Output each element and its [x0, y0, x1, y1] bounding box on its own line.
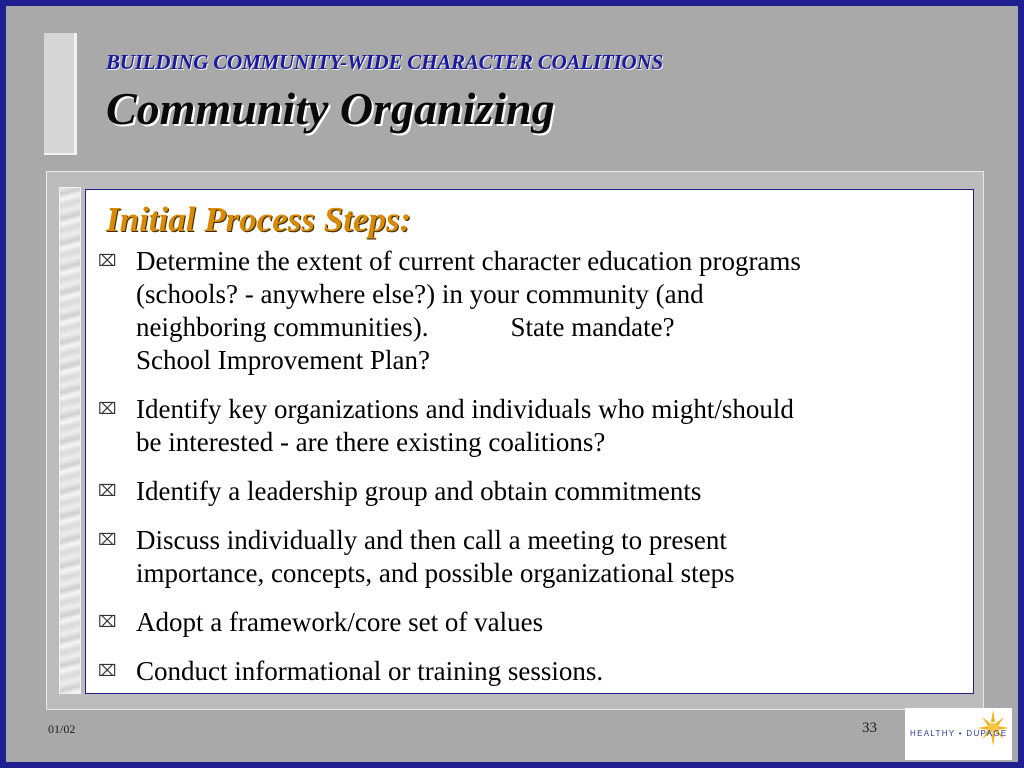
- bullet-item: [98, 524, 958, 590]
- marble-accent-bar: [59, 187, 81, 694]
- bullet-text: Discuss individually and then call a meeting to present: [136, 525, 727, 555]
- bullet-text: Conduct informational or training sessions.: [136, 656, 604, 686]
- bullet-list: [98, 245, 958, 688]
- bullet-text: Adopt a framework/core set of values: [136, 607, 544, 637]
- bullet-text: (schools? - anywhere else?) in your community (and: [136, 279, 704, 309]
- box-x-icon: ⌧: [98, 663, 117, 680]
- box-x-icon: ⌧: [98, 532, 117, 549]
- box-x-icon: ⌧: [98, 614, 117, 631]
- title-accent-bar: [44, 33, 77, 155]
- content-heading: Initial Process Steps:: [106, 200, 412, 239]
- content-frame: [46, 171, 984, 710]
- slide-subtitle: BUILDING COMMUNITY-WIDE CHARACTER COALITIONS: [106, 50, 663, 74]
- bullet-text: State mandate?: [510, 312, 675, 342]
- bullet-item: [98, 475, 958, 508]
- bullet-item: [98, 606, 958, 639]
- box-x-icon: ⌧: [98, 253, 117, 270]
- bullet-text: School Improvement Plan?: [136, 345, 430, 375]
- page-number: 33: [862, 720, 877, 736]
- bullet-item: [98, 393, 958, 459]
- bullet-text: Determine the extent of current character education programs: [136, 246, 801, 276]
- slide: [6, 6, 1018, 762]
- bullet-text: be interested - are there existing coalitions?: [136, 427, 606, 457]
- bullet-text: neighboring communities).: [136, 312, 429, 342]
- bullet-text: importance, concepts, and possible organizational steps: [136, 558, 735, 588]
- bullet-item: [98, 245, 958, 377]
- footer-date: 01/02: [48, 722, 76, 736]
- content-box: [85, 189, 974, 694]
- bullet-text: Identify a leadership group and obtain commitments: [136, 476, 702, 506]
- sun-icon: [975, 708, 1011, 748]
- slide-title: Community Organizing: [106, 83, 555, 134]
- bullet-text-row: [136, 311, 958, 344]
- box-x-icon: ⌧: [98, 401, 117, 418]
- healthy-dupage-logo: [905, 708, 1012, 760]
- logo-text: HEALTHY • DUPAGE: [910, 729, 1008, 738]
- box-x-icon: ⌧: [98, 483, 117, 500]
- bullet-text: Identify key organizations and individuals who might/should: [136, 394, 794, 424]
- bullet-item: [98, 655, 958, 688]
